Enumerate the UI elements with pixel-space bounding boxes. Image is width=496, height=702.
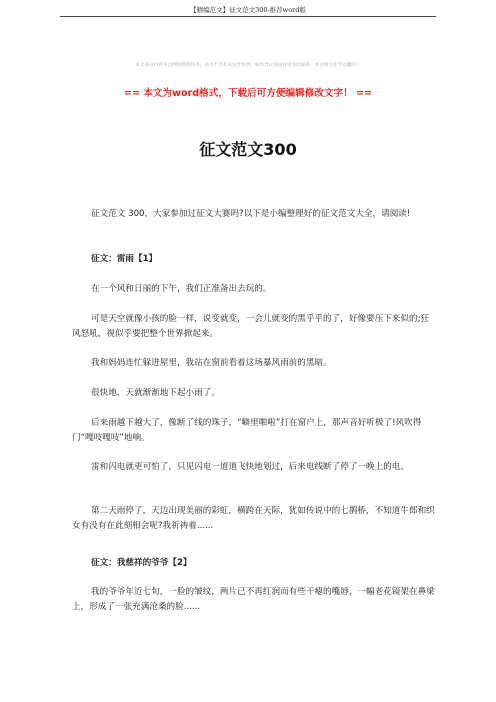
header-rule	[60, 16, 436, 17]
paragraph: 我的爷爷年近七旬，一脸的皱纹，两片已不再红润而有些干瘪的嘴唇，一幅老花镜架在鼻梁上，形成了一张充满沧桑的脸......	[72, 587, 435, 612]
disclaimer-text: 本文部分内容来自网络整理所得，本司不为其真实性负责，如有异议或侵权请及时联系，本司将立即予以删除！	[135, 63, 361, 68]
document-title: 征文范文300	[199, 140, 297, 159]
section-heading-2: 征文：我慈祥的爷爷【2】	[91, 558, 192, 568]
page-header: 【精编范文】征文范文300-推荐word版	[190, 6, 306, 14]
paragraph: 第二天雨停了，天边出现美丽的彩虹，横跨在天际，犹如传说中的七鹊桥，不知道牛郎和织女有没有在此刻相会呢?我祈祷着......	[72, 506, 435, 531]
paragraph: 雷和闪电就更可怕了，只见闪电一道道飞快地划过，后来电线断了停了一晚上的电。	[91, 462, 409, 472]
paragraph: 可是天空就像小孩的脸一样，说变就变，一会儿就变的黑乎乎的了，好像要压下来似的;狂风怒吼，视似乎要把整个世界掀起来。	[72, 314, 430, 339]
paragraph: 后来雨越下越大了，像断了线的珠子，“噼里啪啦”打在窗户上，那声音好听极了!风吹得门“嘎吱嘎吱”地响。	[72, 418, 422, 443]
intro-paragraph: 征文范文 300，大家参加过征文大赛吗?以下是小编整理好的征文范文大全，请阅读!	[91, 209, 411, 219]
paragraph: 我和妈妈连忙躲进屋里，我站在窗前看着这场暴风雨前的黑暗。	[91, 358, 332, 368]
paragraph: 在一个风和日丽的下午，我们正准备出去玩的。	[91, 284, 272, 294]
section-heading-1: 征文：雷雨【1】	[91, 254, 158, 264]
word-format-banner: == 本文为word格式，下载后可方便编辑修改文字！ ==	[123, 88, 373, 99]
paragraph: 很快地，天就渐渐地下起小雨了。	[91, 388, 220, 398]
